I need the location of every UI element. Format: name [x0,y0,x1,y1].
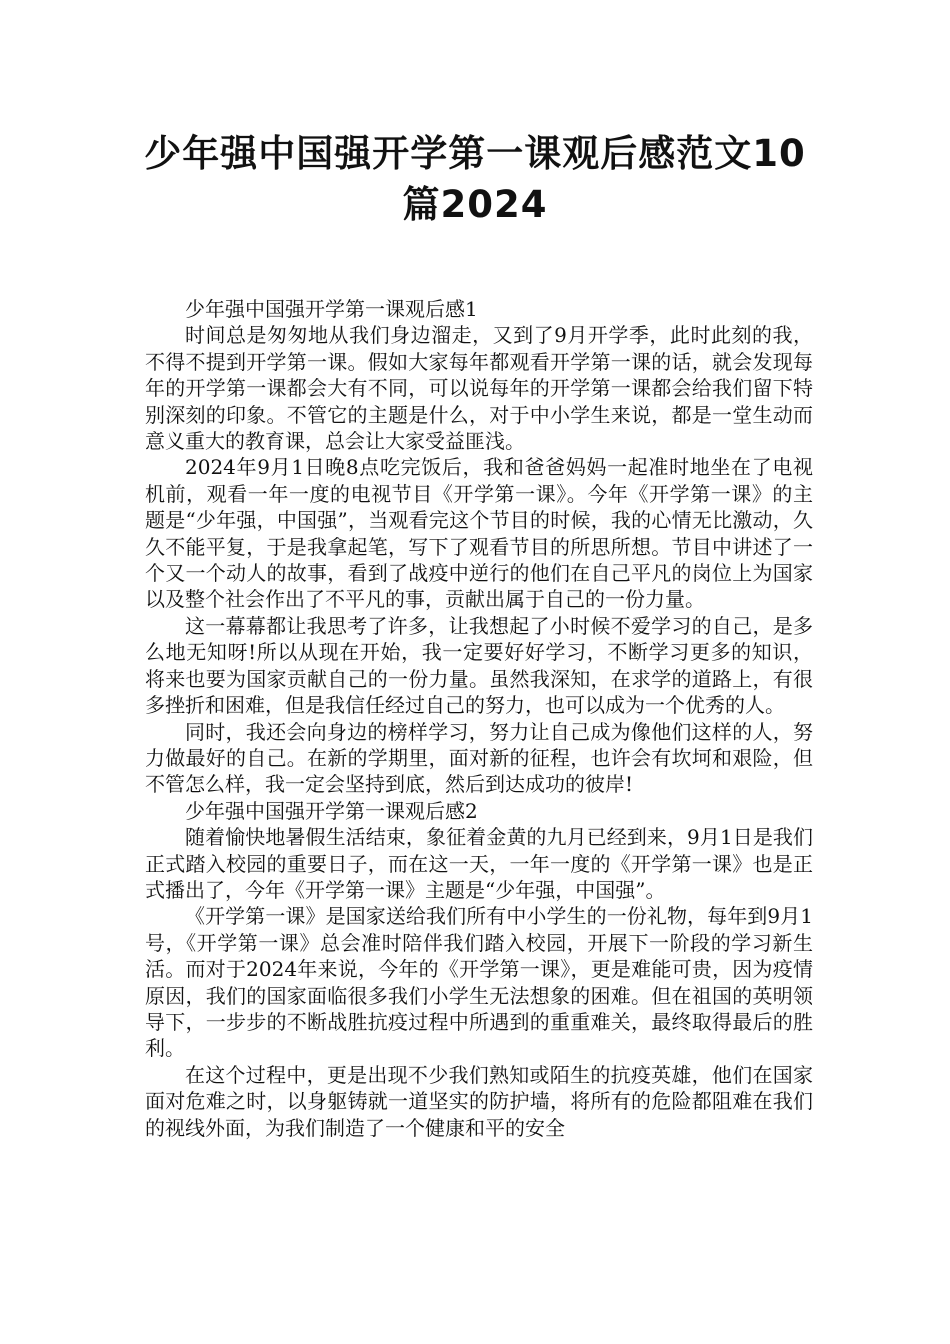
section-heading-2: 少年强中国强开学第一课观后感2 [185,798,478,823]
paragraph: 随着愉快地暑假生活结束，象征着金黄的九月已经到来，9月1日是我们正式踏入校园的重要日子，而在这一天，一年一度的《开学第一课》也是正式播出了，今年《开学第一课》主题是“少年强，中国强”。 [145,825,813,902]
title-line-2: 篇2024 [402,183,548,226]
paragraph: 2024年9月1日晚8点吃完饭后，我和爸爸妈妈一起准时地坐在了电视机前，观看一年一度的电视节目《开学第一课》。今年《开学第一课》的主题是“少年强，中国强”，当观看完这个节目的时候，我的心情无比激动，久久不能平复，于是我拿起笔，写下了观看节目的所思所想。节目中讲述了一个又一个动人的故事，看到了战疫中逆行的他们在自己平凡的岗位上为国家以及整个社会作出了不平凡的事，贡献出属于自己的一份力量。 [145,455,813,612]
paragraph: 同时，我还会向身边的榜样学习，努力让自己成为像他们这样的人，努力做最好的自己。在新的学期里，面对新的征程，也许会有坎坷和艰险，但不管怎么样，我一定会坚持到底，然后到达成功的彼岸! [145,719,813,797]
document-body [145,296,813,1141]
section-heading-1: 少年强中国强开学第一课观后感1 [185,297,478,321]
paragraph: 时间总是匆匆地从我们身边溜走，又到了9月开学季，此时此刻的我，不得不提到开学第一课。假如大家每年都观看开学第一课的话，就会发现每年的开学第一课都会大有不同，可以说每年的开学第一课都会给我们留下特别深刻的印象。不管它的主题是什么，对于中小学生来说，都是一堂生动而意义重大的教育课，总会让大家受益匪浅。 [145,323,813,454]
title-line-1: 少年强中国强开学第一课观后感范文10 [144,132,806,175]
paragraph: 这一幕幕都让我思考了许多，让我想起了小时候不爱学习的自己，是多么地无知呀!所以从现在开始，我一定要好好学习，不断学习更多的知识，将来也要为国家贡献自己的一份力量。虽然我深知，在求学的道路上，有很多挫折和困难，但是我信任经过自己的努力，也可以成为一个优秀的人。 [145,613,813,718]
paragraph: 《开学第一课》是国家送给我们所有中小学生的一份礼物，每年到9月1号，《开学第一课》总会准时陪伴我们踏入校园，开展下一阶段的学习新生活。而对于2024年来说，今年的《开学第一课》，更是难能可贵，因为疫情原因，我们的国家面临很多我们小学生无法想象的困难。但在祖国的英明领导下，一步步的不断战胜抗疫过程中所遇到的重重难关，最终取得最后的胜利。 [145,904,813,1061]
paragraph: 在这个过程中，更是出现不少我们熟知或陌生的抗疫英雄，他们在国家面对危难之时，以身躯铸就一道坚实的防护墙，将所有的危险都阻难在我们的视线外面，为我们制造了一个健康和平的安全 [145,1062,813,1140]
document-title [120,128,830,230]
